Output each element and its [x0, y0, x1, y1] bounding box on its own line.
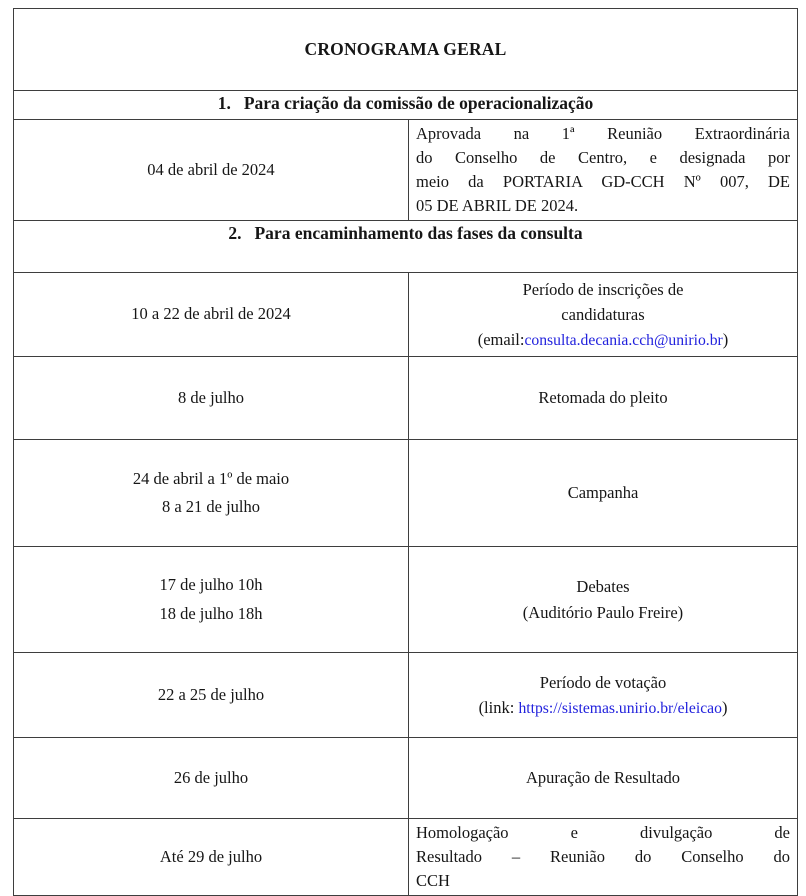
description-line: Período de votação: [539, 672, 667, 692]
description-cell: [409, 440, 798, 547]
description-cell: [409, 653, 798, 738]
description-line: Aprovada na 1ª Reunião Extraordinária: [416, 124, 790, 143]
description-cell: [409, 120, 798, 221]
text-segment: ): [722, 329, 729, 349]
description-line: 05 DE ABRIL DE 2024.: [416, 195, 579, 215]
description-cell: [409, 273, 798, 357]
text-segment: ): [721, 697, 728, 717]
date-cell: [14, 357, 409, 440]
description-line: Debates: [576, 577, 630, 597]
text-segment: (email:: [477, 329, 525, 349]
schedule-row: [14, 120, 798, 221]
description-line: Homologação e divulgação de: [416, 823, 790, 842]
section-header-row: [14, 221, 798, 273]
schedule-row: [14, 819, 798, 896]
email-link[interactable]: consulta.decania.cch@unirio.br: [524, 331, 723, 349]
section-number: 2.: [228, 223, 242, 243]
description-line: Apuração de Resultado: [526, 768, 680, 788]
description-line: Campanha: [567, 483, 639, 503]
date-line: 24 de abril a 1º de maio: [132, 468, 290, 488]
section-number: 1.: [217, 93, 231, 113]
section-heading: Para criação da comissão de operacionalização: [243, 93, 594, 113]
date-line: 8 a 21 de julho: [161, 497, 261, 516]
date-cell: [14, 547, 409, 653]
description-line: [415, 695, 791, 721]
date-line: 8 de julho: [178, 387, 244, 407]
text-segment: (link:: [478, 697, 519, 717]
schedule-row: [14, 440, 798, 547]
schedule-row: [14, 547, 798, 653]
section-header-row: [14, 91, 798, 120]
description-line: candidaturas: [561, 304, 645, 324]
date-cell: [14, 738, 409, 819]
date-cell: [14, 120, 409, 221]
date-line: 04 de abril de 2024: [147, 159, 275, 179]
description-cell: [409, 357, 798, 440]
description-cell: [409, 547, 798, 653]
description-line: do Conselho de Centro, e designada por: [416, 147, 790, 167]
description-line: CCH: [416, 870, 450, 890]
description-line: (Auditório Paulo Freire): [522, 602, 684, 622]
schedule-row: [14, 738, 798, 819]
date-line: 26 de julho: [173, 767, 249, 787]
description-line: Período de inscrições de: [522, 279, 684, 299]
section-2-header: [14, 221, 798, 273]
voting-link[interactable]: https://sistemas.unirio.br/eleicao: [518, 699, 722, 717]
description-line: Retomada do pleito: [538, 388, 668, 408]
description-cell: [409, 738, 798, 819]
date-cell: [14, 440, 409, 547]
date-line: Até 29 de julho: [159, 846, 263, 866]
description-line: Resultado – Reunião do Conselho do: [416, 846, 790, 866]
cronograma-table: [13, 8, 798, 896]
section-1-header: [14, 91, 798, 120]
date-line: 18 de julho 18h: [159, 603, 263, 623]
date-line: 10 a 22 de abril de 2024: [131, 304, 291, 324]
description-line: [415, 327, 791, 353]
schedule-row: [14, 357, 798, 440]
date-cell: [14, 273, 409, 357]
section-heading: Para encaminhamento das fases da consulta: [254, 223, 583, 243]
title-row: [14, 9, 798, 91]
schedule-row: [14, 653, 798, 738]
table-title: CRONOGRAMA GERAL: [14, 9, 798, 91]
description-cell: [409, 819, 798, 896]
date-cell: [14, 819, 409, 896]
description-line: meio da PORTARIA GD-CCH Nº 007, DE: [416, 171, 790, 191]
schedule-row: [14, 273, 798, 357]
date-line: 22 a 25 de julho: [157, 684, 265, 704]
date-cell: [14, 653, 409, 738]
date-line: 17 de julho 10h: [159, 575, 263, 595]
